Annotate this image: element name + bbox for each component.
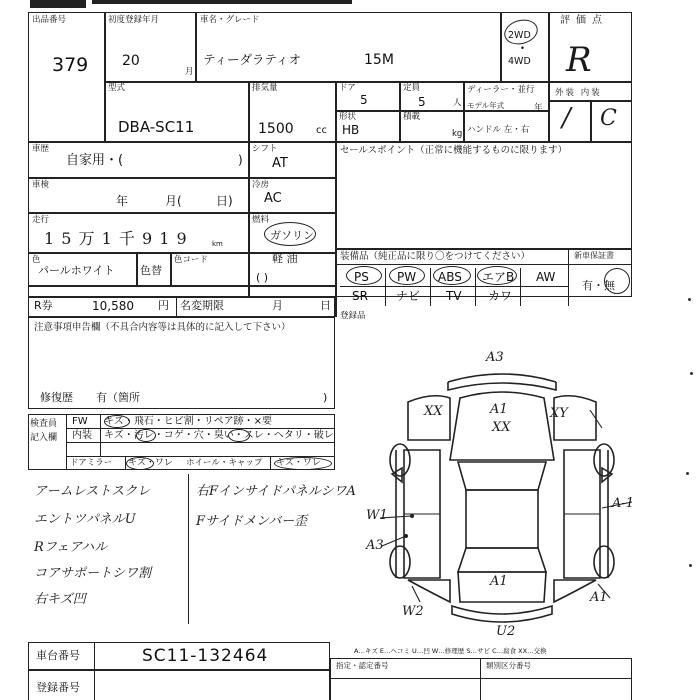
chassis-label: 車台番号 bbox=[36, 649, 80, 662]
cc-unit: cc bbox=[316, 125, 327, 136]
doors-value: 5 bbox=[360, 93, 368, 107]
drive-4wd: 4WD bbox=[508, 56, 531, 67]
new-car-warranty-label: 新車保証書 bbox=[574, 251, 614, 260]
ac-value: AC bbox=[264, 191, 282, 206]
hw-note-4: コアサポートシワ割 bbox=[34, 566, 152, 581]
mark-xx-hood: XX bbox=[492, 420, 511, 435]
model-year-char: 年 bbox=[534, 103, 543, 113]
hw-note-right-2: Fサイドメンバー歪 bbox=[196, 514, 308, 529]
roof bbox=[466, 490, 538, 548]
chassis-value: SC11-132464 bbox=[142, 646, 269, 666]
ext-int-label: 外装 内装 bbox=[555, 88, 602, 98]
equip-airbag: エアB bbox=[482, 270, 515, 284]
hw-note-5: 右キズ凹 bbox=[34, 592, 86, 607]
wheel-rl bbox=[390, 546, 410, 578]
mark-a3-left: A3 bbox=[366, 538, 384, 553]
color-value: パールホワイト bbox=[38, 264, 115, 277]
wheel-fl bbox=[390, 444, 410, 476]
recycle-value: 10,580 bbox=[92, 299, 134, 313]
doors-label: ドア bbox=[339, 83, 356, 93]
inspector-mirror-tag: ドアミラー bbox=[70, 458, 113, 468]
ac-label: 冷房 bbox=[252, 180, 270, 190]
mark-xx-left-fender: XX bbox=[424, 404, 443, 419]
mark-w1-left: W1 bbox=[366, 508, 388, 523]
equip-navi: ナビ bbox=[396, 289, 421, 303]
front-bumper bbox=[448, 374, 556, 382]
fuel-paren: ( ) bbox=[256, 271, 269, 284]
repair-paren-close: ) bbox=[323, 391, 328, 404]
handle-label: ハンドル 左・右 bbox=[467, 125, 530, 135]
equip-ps: PS bbox=[354, 270, 369, 284]
first-reg-month-char: 月 bbox=[185, 67, 194, 77]
registered-label: 登録品 bbox=[340, 311, 366, 321]
mark-u2: U2 bbox=[496, 624, 516, 639]
mark-a1-trunk: A1 bbox=[490, 574, 508, 589]
mark-a1-right: A-1 bbox=[612, 496, 635, 511]
equip-leather: カワ bbox=[488, 289, 513, 303]
category-label: 類別区分番号 bbox=[486, 661, 531, 670]
load-unit: kg bbox=[452, 129, 463, 139]
recycle-label: R券 bbox=[34, 299, 53, 312]
ext-grade: / bbox=[562, 103, 571, 133]
repair-label: 修復歴 bbox=[40, 391, 73, 404]
mark-a1-bottom-right: A1 bbox=[590, 590, 608, 605]
sales-point-label: セールスポイント（正常に機能するものに限ります） bbox=[340, 145, 568, 156]
rear-window bbox=[458, 548, 546, 572]
capacity-label: 定員 bbox=[403, 83, 421, 93]
score-value: R bbox=[566, 40, 592, 80]
first-reg-label: 初度登録年月 bbox=[108, 15, 160, 25]
shape-label: 形状 bbox=[339, 112, 357, 122]
warranty-circle bbox=[604, 268, 630, 294]
mileage-digits: 1 5 万 1 千 9 1 9 bbox=[44, 229, 188, 248]
mark-a1-hood: A1 bbox=[490, 402, 508, 417]
name-change-month: 月 bbox=[272, 299, 283, 312]
type-value: DBA-SC11 bbox=[118, 118, 195, 136]
grade: 15M bbox=[364, 52, 394, 68]
drive-2wd: 2WD bbox=[508, 30, 531, 41]
top-banner bbox=[30, 0, 360, 10]
registration-label: 登録番号 bbox=[36, 681, 80, 694]
equipment-label: 装備品（純正品に限り〇をつけてください） bbox=[340, 251, 531, 262]
inspector-interior-text: キズ・汚レ・コゲ・穴・臭い・スレ・ヘタリ・破レ bbox=[104, 430, 334, 441]
wheel-rr bbox=[594, 546, 614, 578]
shift-value: AT bbox=[272, 156, 288, 171]
equip-aw: AW bbox=[536, 270, 556, 284]
hw-note-right-1: 右FインサイドパネルシワA bbox=[196, 484, 356, 499]
shape-value: HB bbox=[342, 123, 360, 137]
equip-pw: PW bbox=[397, 270, 417, 284]
mark-xy-right-fender: XY bbox=[550, 406, 568, 421]
inspector-fw-text: キズ・飛石・ヒビ割・リペア跡・×要 bbox=[104, 416, 272, 427]
equip-abs: ABS bbox=[438, 270, 462, 284]
fuel-circle bbox=[264, 222, 316, 246]
equip-sr: SR bbox=[352, 289, 368, 303]
fuel-label: 燃料 bbox=[252, 215, 270, 225]
equipment-grid bbox=[340, 268, 568, 306]
lot-number: 379 bbox=[52, 54, 89, 76]
usage-label: 車歴 bbox=[32, 144, 50, 154]
wheel-fr bbox=[594, 444, 614, 476]
handwritten-notes-left bbox=[32, 478, 182, 618]
color-change: 色替 bbox=[140, 264, 162, 277]
name-change-label: 名変期限 bbox=[180, 299, 224, 312]
hw-note-2: エントツパネルU bbox=[34, 512, 136, 527]
inspect-day: 日) bbox=[216, 194, 233, 208]
rear-bumper bbox=[452, 606, 552, 622]
fuel-other: 軽 油 bbox=[272, 252, 298, 265]
model-year-label: モデル年式 bbox=[467, 101, 505, 110]
usage-value: 自家用・( bbox=[66, 153, 124, 168]
dealer-label: ディーラー・並行 bbox=[467, 85, 535, 95]
inspect-year: 年 bbox=[116, 194, 129, 208]
damage-legend: A…キズ E…ヘコミ U…凹 W…修理歴 S…サビ C…腐食 XX…交換 bbox=[354, 647, 547, 655]
inspector-label-1: 検査員 bbox=[30, 419, 58, 429]
int-grade: C bbox=[600, 106, 617, 131]
displacement-label: 排気量 bbox=[252, 83, 278, 93]
score-label: 評価点 bbox=[560, 15, 608, 26]
capacity-unit: 人 bbox=[453, 98, 462, 108]
inspect-label: 車検 bbox=[32, 180, 50, 190]
inspector-wheel-text: キズ・ワレ bbox=[276, 458, 321, 468]
usage-paren-close: ) bbox=[238, 153, 243, 167]
displacement-value: 1500 bbox=[258, 121, 294, 137]
equip-tv: TV bbox=[446, 289, 462, 303]
recycle-yen: 円 bbox=[158, 299, 169, 312]
shift-label: シフト bbox=[252, 144, 278, 154]
capacity-value: 5 bbox=[418, 95, 426, 109]
approval-label: 指定・認定番号 bbox=[336, 661, 389, 670]
name-change-day: 日 bbox=[320, 299, 331, 312]
inspector-mirror-text: キズ・ワレ bbox=[128, 458, 173, 468]
load-label: 積載 bbox=[403, 112, 421, 122]
first-reg-year: 20 bbox=[122, 53, 140, 69]
notes-label: 注意事項申告欄（不具合内容等は具体的に記入して下さい） bbox=[34, 322, 291, 333]
color-code-label: 色コード bbox=[174, 255, 209, 265]
hw-note-1: アームレストスクレ bbox=[34, 484, 151, 499]
type-label: 型式 bbox=[108, 83, 126, 93]
km-unit: km bbox=[212, 240, 223, 248]
inspector-wheel-tag: ホイール・キャップ bbox=[186, 458, 263, 468]
lot-number-label: 出品番号 bbox=[32, 15, 67, 25]
warranty-value: 有・無 bbox=[582, 279, 615, 292]
mark-a3-top: A3 bbox=[486, 350, 504, 365]
model-label: 車名・グレード bbox=[200, 15, 260, 25]
inspector-interior-tag: 内装 bbox=[72, 430, 92, 441]
inspect-month: 月( bbox=[165, 194, 182, 208]
repair-value: 有（箇所 bbox=[96, 391, 140, 404]
hw-note-3: Rフェアハル bbox=[34, 540, 108, 555]
color-label: 色 bbox=[32, 255, 41, 265]
mileage-label: 走行 bbox=[32, 215, 50, 225]
windshield bbox=[458, 462, 546, 490]
mark-w2: W2 bbox=[402, 604, 424, 619]
inspector-fw-tag: FW bbox=[72, 416, 88, 427]
fuel-value: ガソリン bbox=[270, 229, 314, 242]
inspector-label-2: 記入欄 bbox=[30, 433, 58, 443]
model-name: ティーダラティオ bbox=[203, 52, 302, 67]
